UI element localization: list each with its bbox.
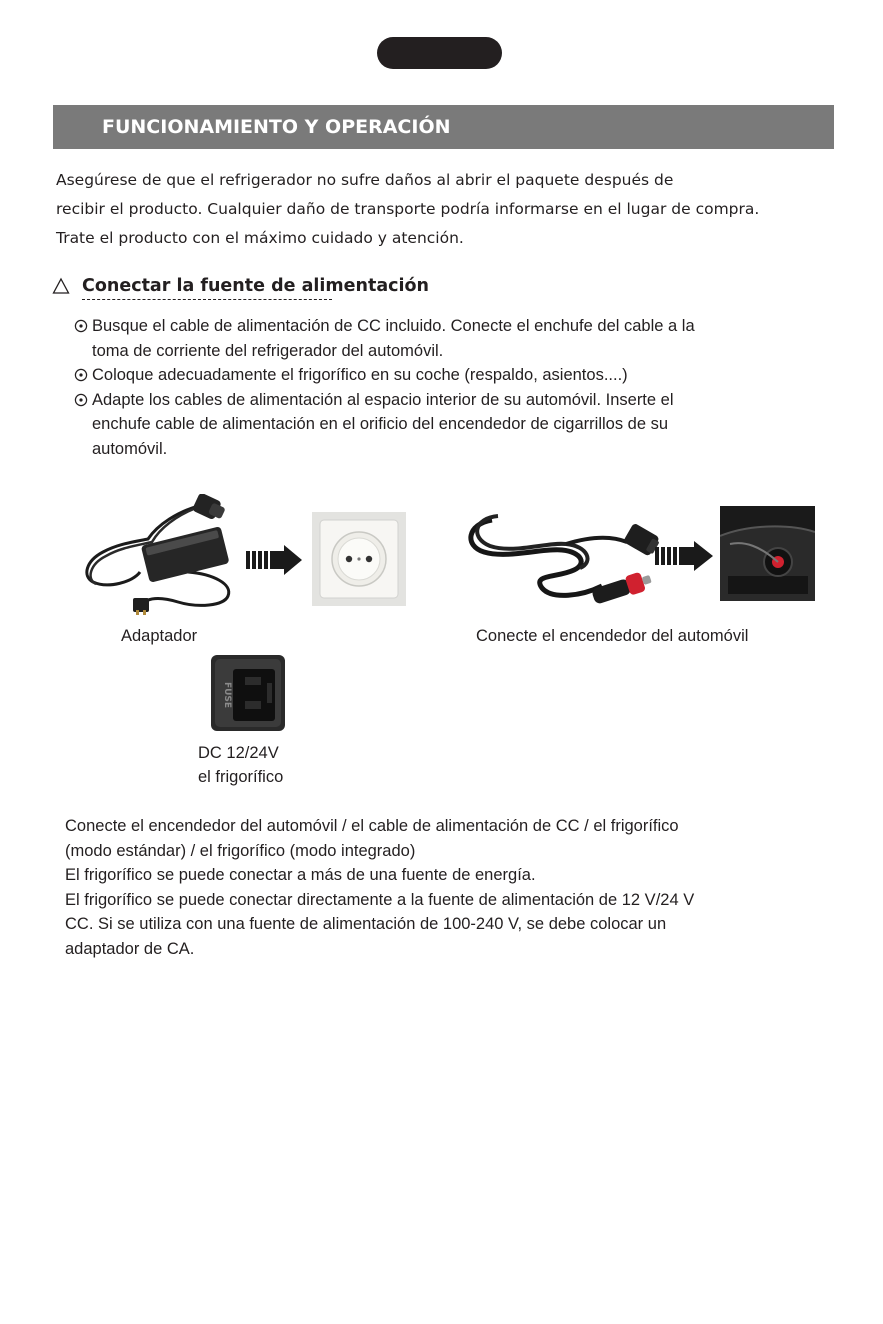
paragraph-line: (modo estándar) / el frigorífico (modo integrado)	[65, 841, 416, 860]
header-pill	[377, 37, 502, 69]
list-item-line: Coloque adecuadamente el frigorífico en su coche (respaldo, asientos....)	[92, 366, 628, 384]
dc-caption-line: DC 12/24V	[198, 744, 279, 762]
dc-caption	[198, 741, 283, 789]
paragraph-line: Conecte el encendedor del automóvil / el cable de alimentación de CC / el frigorífico	[65, 817, 679, 835]
circle-dot-icon	[74, 319, 88, 333]
section-title-underline	[82, 299, 332, 300]
list-item-line: Adapte los cables de alimentación al espacio interior de su automóvil. Inserte el	[92, 390, 674, 409]
list-item-line: Busque el cable de alimentación de CC incluido. Conecte el enchufe del cable a la	[92, 317, 695, 335]
car-socket-image	[720, 506, 815, 601]
wall-socket-image	[312, 512, 406, 606]
adapter-caption: Adaptador	[121, 627, 198, 645]
arrow-right-icon	[653, 540, 715, 572]
list-item-line: toma de corriente del refrigerador del automóvil.	[92, 341, 444, 360]
paragraph-line: CC. Si se utiliza con una fuente de alimentación de 100-240 V, se debe colocar un	[65, 915, 667, 933]
intro-line: Asegúrese de que el refrigerador no sufre daños al abrir el paquete después de	[56, 171, 674, 189]
dc-fuse-socket-image	[211, 655, 285, 731]
intro-line: Trate el producto con el máximo cuidado y atención.	[56, 229, 464, 247]
list-item	[74, 363, 834, 388]
section-banner	[53, 105, 834, 149]
page-title: FUNCIONAMIENTO Y OPERACIÓN	[102, 116, 451, 138]
power-adapter-image	[78, 494, 240, 616]
arrow-right-icon	[244, 544, 304, 576]
circle-dot-icon	[74, 393, 88, 407]
instruction-list	[74, 314, 834, 461]
section-title: Conectar la fuente de alimentación	[82, 276, 429, 296]
car-lighter-caption: Conecte el encendedor del automóvil	[476, 627, 749, 645]
car-power-cable-image	[462, 506, 660, 608]
paragraph-line: El frigorífico se puede conectar a más de una fuente de energía.	[65, 866, 536, 884]
list-item-line: enchufe cable de alimentación en el orificio del encendedor de cigarrillos de su	[92, 415, 669, 433]
list-item	[74, 388, 834, 462]
paragraph-line: adaptador de CA.	[65, 939, 195, 958]
dc-caption-line: el frigorífico	[198, 768, 284, 786]
circle-dot-icon	[74, 368, 88, 382]
warning-triangle-icon	[52, 277, 70, 295]
intro-line: recibir el producto. Cualquier daño de transporte podría informarse en el lugar de compra.	[56, 200, 760, 218]
list-item-line: automóvil.	[92, 439, 168, 458]
connection-paragraph	[65, 814, 845, 961]
fuse-label: FUSE	[222, 681, 232, 709]
intro-paragraph	[56, 166, 856, 253]
paragraph-line: El frigorífico se puede conectar directamente a la fuente de alimentación de 12 V/24 V	[65, 890, 695, 909]
list-item	[74, 314, 834, 363]
